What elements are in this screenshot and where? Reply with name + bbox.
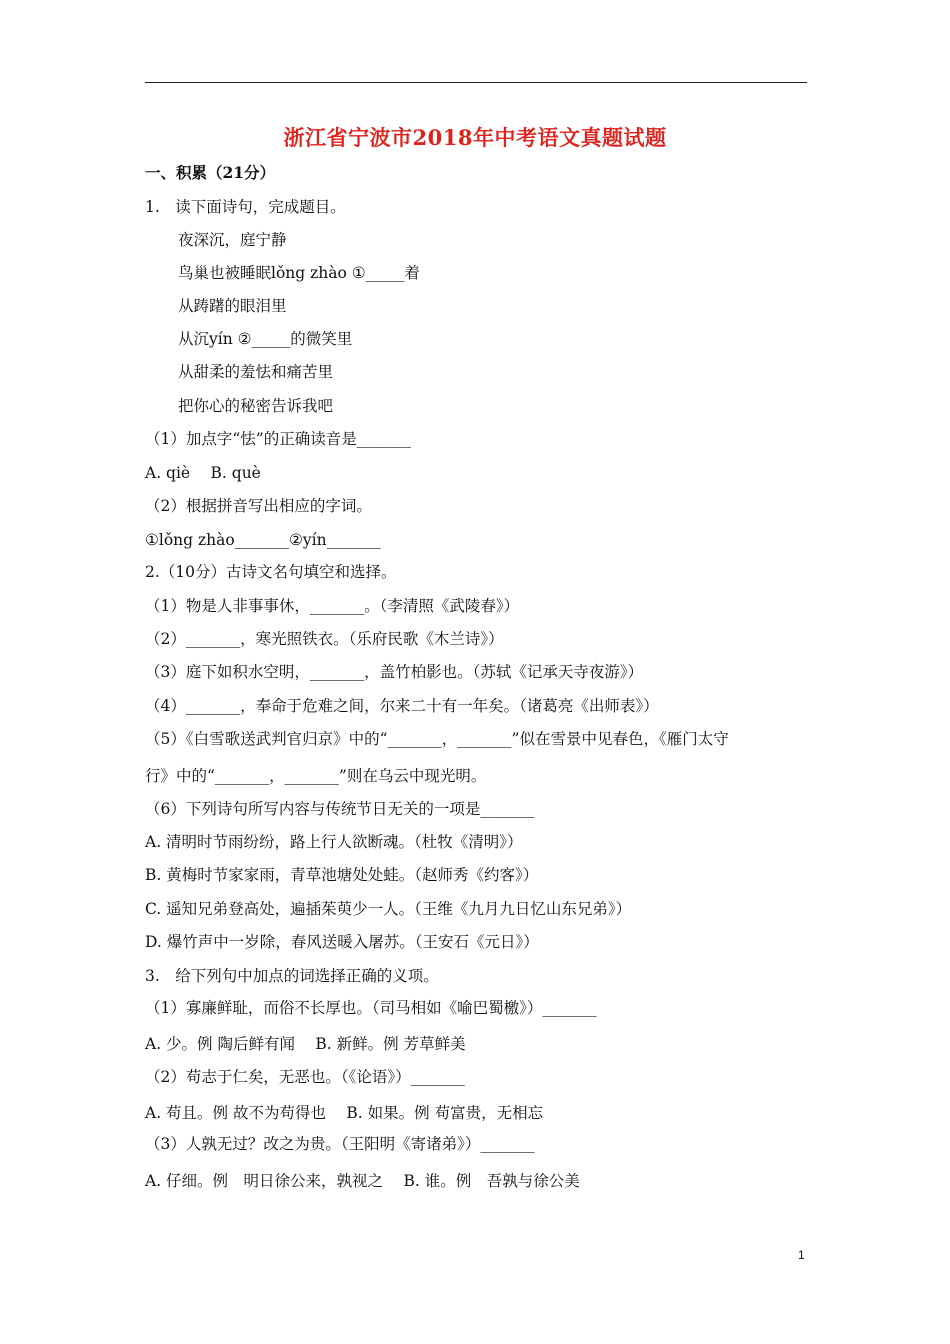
option-a: A. 清明时节雨纷纷，路上行人欲断魂。（杜牧《清明》） — [145, 833, 523, 851]
answer-options: A. 苟且。例 故不为苟得也 B. 如果。例 苟富贵，无相忘 — [145, 1104, 544, 1122]
header-rule — [145, 82, 807, 83]
answer-options: A. 少。例 陶后鲜有闻 B. 新鲜。例 芳草鲜美 — [145, 1035, 466, 1053]
poem-line: 从沉yín ②_____的微笑里 — [178, 330, 353, 348]
poem-line: 夜深沉，庭宁静 — [178, 231, 287, 249]
option-b: B. 黄梅时节家家雨，青草池塘处处蛙。（赵师秀《约客》） — [145, 866, 539, 884]
option-c: C. 遥知兄弟登高处，遍插茱萸少一人。（王维《九月九日忆山东兄弟》） — [145, 900, 632, 918]
poem-line: 把你心的秘密告诉我吧 — [178, 397, 334, 415]
answer-options: A. qiè B. què — [145, 464, 261, 482]
sub-question: （1）加点字“怯”的正确读音是_______ — [145, 430, 411, 448]
question-2: 2.（10分）古诗文名句填空和选择。 — [145, 563, 397, 581]
poem-line: 从甜柔的羞怯和痛苦里 — [178, 363, 334, 381]
sub-question-cont: 行》中的“_______，_______”则在乌云中现光明。 — [145, 767, 487, 785]
sub-question: （6）下列诗句所写内容与传统节日无关的一项是_______ — [145, 800, 535, 818]
sub-question: （2）根据拼音写出相应的字词。 — [145, 497, 372, 515]
sub-question: （3）人孰无过？改之为贵。（王阳明《寄诸弟》）_______ — [145, 1135, 535, 1153]
poem-line: 从踌躇的眼泪里 — [178, 297, 287, 315]
page-title: 浙江省宁波市2018年中考语文真题试题 — [283, 125, 667, 150]
option-d: D. 爆竹声中一岁除，春风送暖入屠苏。（王安石《元日》） — [145, 933, 539, 951]
page-number: 1 — [798, 1248, 805, 1262]
sub-question: （1）物是人非事事休，_______。（李清照《武陵春》） — [145, 597, 520, 615]
question-1: 1. 读下面诗句，完成题目。 — [145, 198, 346, 216]
sub-question: （2）_______，寒光照铁衣。（乐府民歌《木兰诗》） — [145, 630, 504, 648]
sub-question: （4）_______，奉命于危难之间，尔来二十有一年矣。（诸葛亮《出师表》） — [145, 697, 659, 715]
poem-line: 鸟巢也被睡眠lǒng zhào ①_____着 — [178, 264, 420, 282]
section-heading: 一、积累（21分） — [145, 163, 276, 182]
answer-options: A. 仔细。例 明日徐公来，孰视之 B. 谁。例 吾孰与徐公美 — [145, 1172, 580, 1190]
sub-question: （1）寡廉鲜耻，而俗不长厚也。（司马相如《喻巴蜀檄》）_______ — [145, 999, 597, 1017]
sub-question: （3）庭下如积水空明，_______，盖竹柏影也。（苏轼《记承天寺夜游》） — [145, 663, 644, 681]
sub-question: （2）苟志于仁矣，无恶也。（《论语》）_______ — [145, 1068, 465, 1086]
sub-question: （5）《白雪歌送武判官归京》中的“_______，_______”似在雪景中见春色，《雁门太守 — [145, 730, 729, 748]
question-3: 3. 给下列句中加点的词选择正确的义项。 — [145, 967, 439, 985]
fill-blank-line: ①lǒng zhào_______②yín_______ — [145, 531, 381, 549]
